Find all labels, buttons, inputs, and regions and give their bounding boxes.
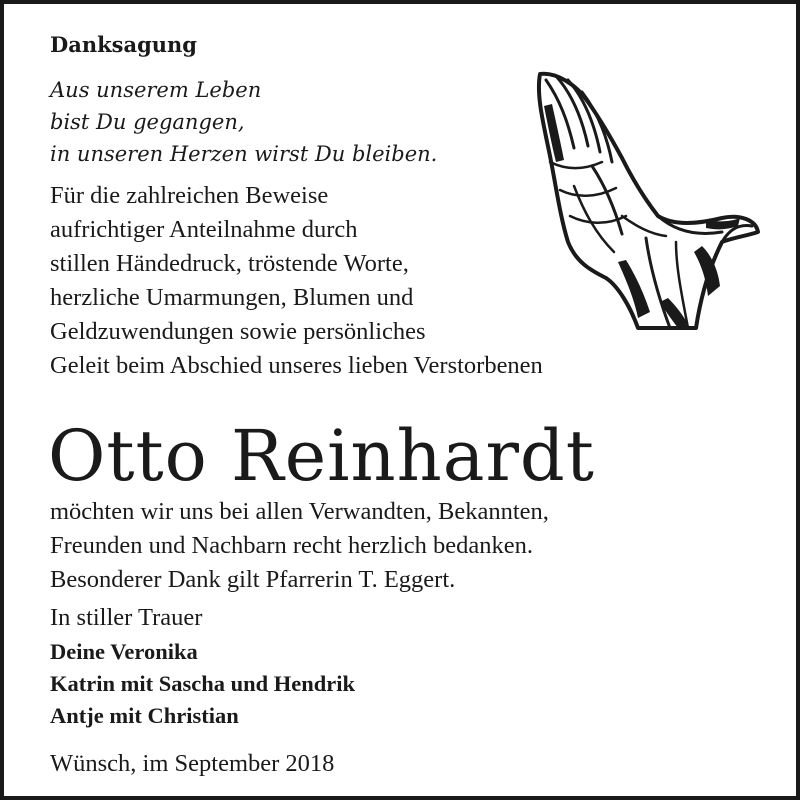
verse-line: in unseren Herzen wirst Du bleiben. bbox=[50, 142, 438, 166]
mourner-name: Antje mit Christian bbox=[50, 703, 239, 728]
mourner-name: Katrin mit Sascha und Hendrik bbox=[50, 671, 356, 696]
thanks-intro-line: herzliche Umarmungen, Blumen und bbox=[50, 284, 414, 311]
verse-line: Aus unserem Leben bbox=[50, 78, 262, 102]
thanks-intro-line: Für die zahlreichen Beweise bbox=[50, 182, 329, 209]
thanks-outro-line: Besonderer Dank gilt Pfarrerin T. Eggert. bbox=[50, 566, 456, 593]
thanks-intro-line: Geldzuwendungen sowie persönliches bbox=[50, 318, 426, 345]
place-date: Wünsch, im September 2018 bbox=[50, 750, 335, 777]
verse-line: bist Du gegangen, bbox=[50, 110, 245, 134]
mourning-line: In stiller Trauer bbox=[50, 604, 203, 631]
thanks-intro-line: Geleit beim Abschied unseres lieben Verstorbenen bbox=[50, 352, 543, 379]
thanks-intro-line: aufrichtiger Anteilnahme durch bbox=[50, 216, 358, 243]
notice-heading: Danksagung bbox=[50, 32, 197, 57]
praying-hands-icon bbox=[526, 66, 762, 334]
thanks-outro-line: Freunden und Nachbarn recht herzlich bedanken. bbox=[50, 532, 533, 559]
deceased-name: Otto Reinhardt bbox=[48, 415, 595, 497]
thanks-intro-line: stillen Händedruck, tröstende Worte, bbox=[50, 250, 409, 277]
thanks-outro-line: möchten wir uns bei allen Verwandten, Bekannten, bbox=[50, 498, 549, 525]
mourner-name: Deine Veronika bbox=[50, 639, 198, 664]
